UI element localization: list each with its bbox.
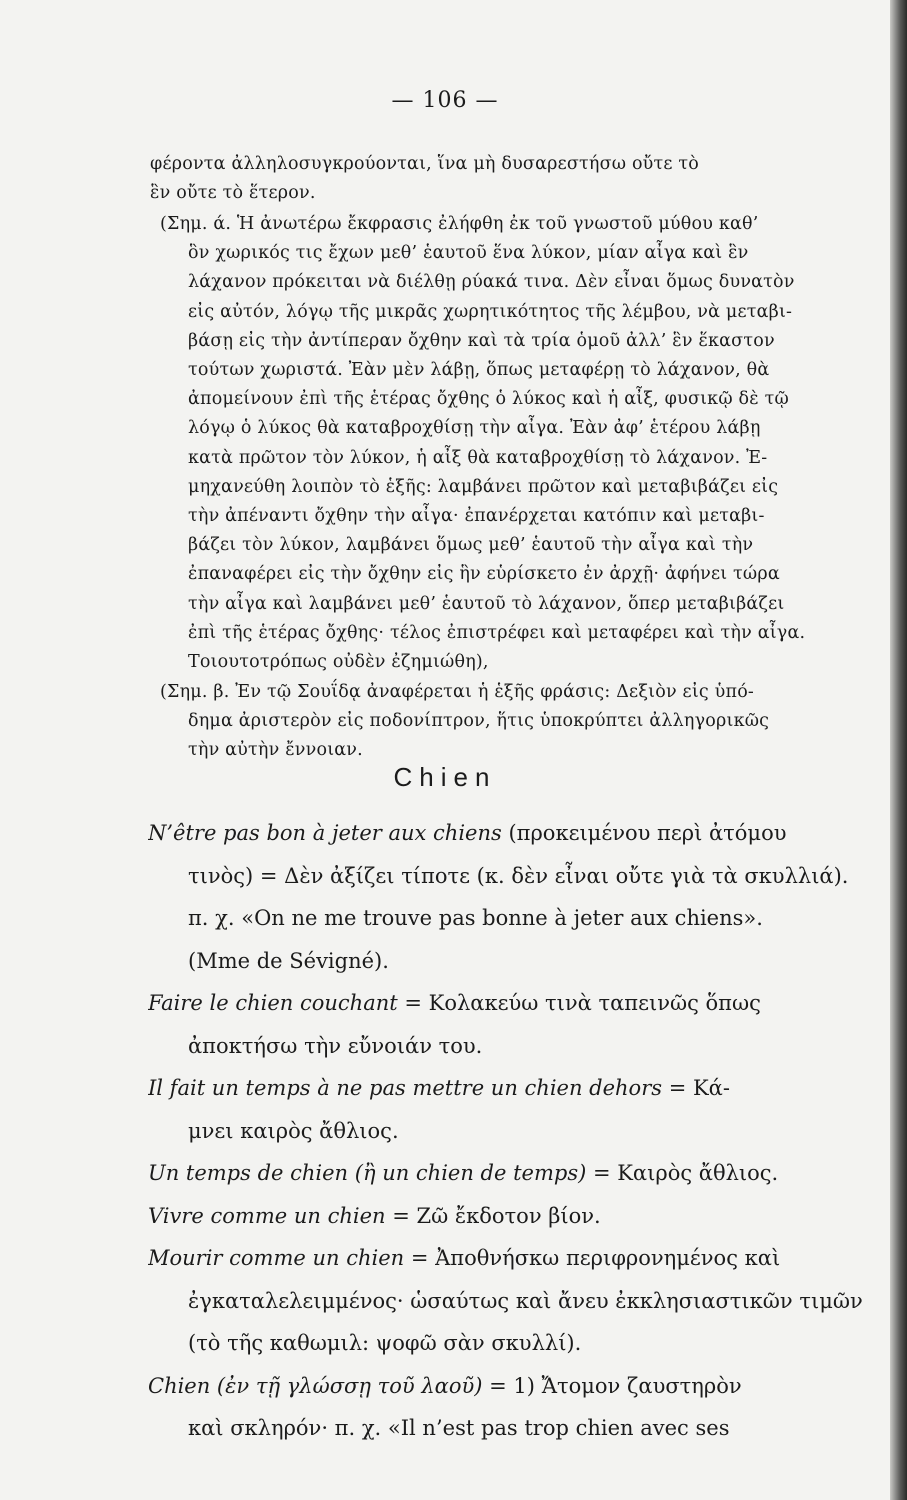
french-phrase: N’être pas bon à jeter aux chiens [148,821,502,845]
page-edge-shadow [890,0,907,1500]
text-line: ἀπομείνουν ἐπὶ τῆς ἑτέρας ὄχθης ὁ λύκος καὶ ἡ αἶξ, φυσικῷ δὲ τῷ [188,389,789,410]
french-phrase: Mourir comme un chien [148,1246,405,1270]
greek-text: (προκειμένου περὶ ἀτόμου [501,821,787,845]
entry-line: (τὸ τῆς καθωμιλ: ψοφῶ σὰν σκυλλί). [188,1331,582,1355]
french-phrase: Un temps de chien (ἢ un chien de temps) [148,1161,587,1185]
text-line: μηχανεύθη λοιπὸν τὸ ἑξῆς: λαμβάνει πρῶτον καὶ μεταβιβάζει εἰς [188,476,779,497]
greek-text: = 1) Ἄτομον ζαυστηρὸν [482,1373,742,1398]
greek-text: = Ζῶ ἔκδοτον βίον. [385,1203,601,1228]
french-phrase: Faire le chien couchant [148,991,398,1015]
greek-text: = Καιρὸς ἄθλιος. [586,1161,779,1185]
text-line: ἓν οὔτε τὸ ἕτερον. [150,183,316,204]
text-line: τούτων χωριστά. Ἐὰν μὲν λάβῃ, ὅπως μεταφέρῃ τὸ λάχανον, θὰ [188,360,770,381]
entry-line [148,1152,868,1195]
french-phrase: Chien (ἐν τῇ γλώσσῃ τοῦ λαοῦ) [148,1373,483,1398]
greek-text: = Κολακεύω τινὰ ταπεινῶς ὅπως [397,991,761,1015]
note-alpha [160,210,880,677]
text-line: ἐπαναφέρει εἰς τὴν ὄχθην εἰς ἣν εὑρίσκετο ἐν ἀρχῇ· ἀφήνει τώρα [188,564,780,585]
greek-text: = Κά- [662,1076,730,1100]
paragraph-continuation [150,150,870,208]
text-line: λάχανον πρόκειται νὰ διέλθῃ ρύακά τινα. Δὲν εἶναι ὅμως δυνατὸν [188,272,795,293]
text-line: λόγῳ ὁ λύκος θὰ καταβροχθίσῃ τὴν αἶγα. Ἐὰν ἀφ’ ἑτέρου λάβῃ [188,418,761,439]
text-line: ἐπὶ τῆς ἑτέρας ὄχθης· τέλος ἐπιστρέφει καὶ μεταφέρει καὶ τὴν αἶγα. [188,622,806,643]
entry-line [148,1237,868,1280]
entry-line: ἐγκαταλελειμμένος· ὡσαύτως καὶ ἄνευ ἐκκλησιαστικῶν τιμῶν [188,1288,863,1313]
entry-line [148,1067,868,1110]
text-line: (Σημ. ά. Ἡ ἀνωτέρω ἔκφρασις ἐλήφθη ἐκ τοῦ γνωστοῦ μύθου καθ’ [160,214,759,234]
french-phrase: Vivre comme un chien [148,1203,386,1228]
text-line: τὴν αὐτὴν ἔννοιαν. [188,740,363,761]
entry-line: μνει καιρὸς ἄθλιος. [188,1118,399,1143]
text-line: κατὰ πρῶτον τὸν λύκον, ἡ αἶξ θὰ καταβροχθίσῃ τὸ λάχανον. Ἐ- [188,447,768,468]
text-line: βάζει τὸν λύκον, λαμβάνει ὅμως μεθ’ ἑαυτοῦ τὴν αἶγα καὶ τὴν [188,535,754,556]
section-heading: Chien [393,762,497,792]
text-line: εἰς αὐτόν, λόγῳ τῆς μικρᾶς χωρητικότητος τῆς λέμβου, νὰ μεταβι- [188,301,793,322]
french-phrase: Il fait un temps à ne pas mettre un chien dehors [148,1076,663,1100]
entry-line: τινὸς) = Δὲν ἀξίζει τίποτε (κ. δὲν εἶναι οὔτε γιὰ τὰ σκυλλιά). [188,863,849,888]
entry-line [148,982,868,1025]
entry-line [148,1365,868,1408]
entry-line: καὶ σκληρόν· π. χ. «Il n’est pas trop chien avec ses [188,1416,730,1440]
text-line: βάσῃ εἰς τὴν ἀντίπεραν ὄχθην καὶ τὰ τρία ὁμοῦ ἀλλ’ ἓν ἕκαστον [188,330,775,351]
entry-line [148,812,868,855]
text-line: τὴν ἀπέναντι ὄχθην τὴν αἶγα· ἐπανέρχεται κατόπιν καὶ μεταβι- [188,506,765,527]
entry-line: (Mme de Sévigné). [188,948,389,973]
entry-line: π. χ. «On ne me trouve pas bonne à jeter aux chiens». [188,906,763,930]
page-number: — 106 — [391,88,499,113]
text-line: τὴν αἶγα καὶ λαμβάνει μεθ’ ἑαυτοῦ τὸ λάχανον, ὅπερ μεταβιβάζει [188,593,785,614]
greek-text: = Ἀποθνήσκω περιφρονημένος καὶ [404,1246,781,1270]
text-line: ὃν χωρικός τις ἔχων μεθ’ ἑαυτοῦ ἕνα λύκον, μίαν αἶγα καὶ ἓν [188,243,749,264]
text-line: (Σημ. β. Ἐν τῷ Σουΐδᾳ ἀναφέρεται ἡ ἑξῆς φράσις: Δεξιὸν εἰς ὑπό- [160,682,755,702]
text-line: Τοιουτοτρόπως οὐδὲν ἐζημιώθη), [188,652,489,673]
entry-line: ἀποκτήσω τὴν εὔνοιάν του. [188,1033,483,1058]
idiom-entries [148,812,868,1450]
text-line: δημα ἀριστερὸν εἰς ποδονίπτρον, ἥτις ὑποκρύπτει ἀλληγορικῶς [188,711,770,732]
note-beta [160,678,880,766]
text-line: φέροντα ἀλληλοσυγκρούονται, ἵνα μὴ δυσαρεστήσω οὔτε τὸ [150,154,700,174]
entry-line [148,1195,868,1238]
